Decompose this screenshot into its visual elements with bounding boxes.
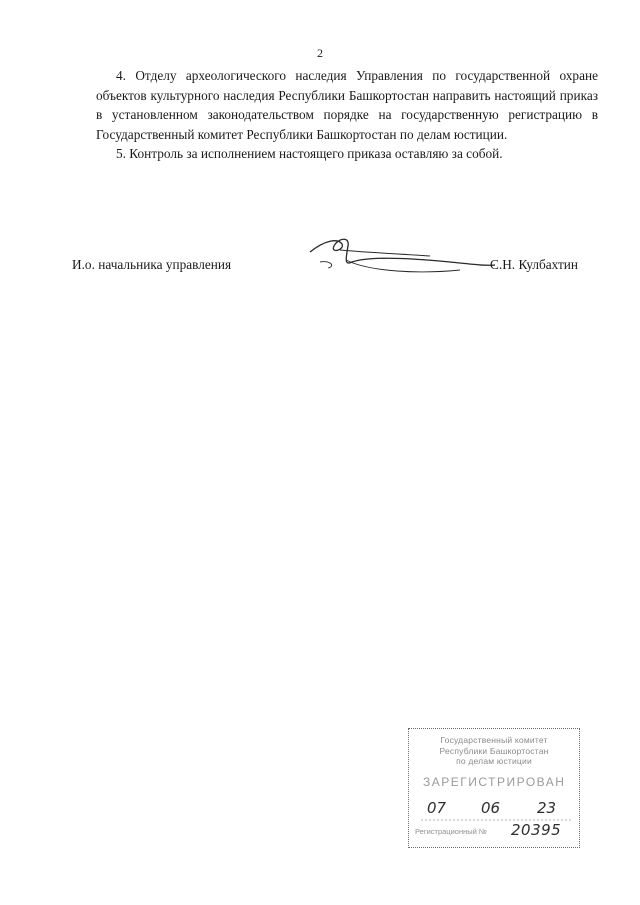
stamp-date-year: 23 — [537, 799, 557, 817]
handwritten-signature — [300, 232, 500, 284]
registration-stamp — [408, 728, 580, 848]
paragraph-5: 5. Контроль за исполнением настоящего приказа оставляю за собой. — [116, 146, 503, 162]
stamp-date-month: 06 — [481, 799, 501, 817]
stamp-date-day: 07 — [427, 799, 447, 817]
paragraph-4: 4. Отделу археологического наследия Управления по государственной охране объектов культурного наследия Республики Башкортостан направить настоящий приказ в установленном законодательством порядке на государственную регистрацию в Государственный комитет Республики Башкортостан по делам юстиции. — [96, 68, 598, 142]
stamp-reg-number: 20395 — [511, 821, 562, 839]
page-number: 2 — [317, 46, 323, 60]
stamp-org-line: Республики Башкортостан — [439, 745, 549, 756]
stamp-organization — [409, 735, 579, 767]
signatory-role: И.о. начальника управления — [72, 257, 232, 272]
signatory-name: С.Н. Кулбахтин — [490, 257, 579, 272]
stamp-reg-label: Регистрационный № — [415, 827, 487, 836]
stamp-org-line: Государственный комитет — [440, 735, 548, 745]
stamp-org-line: по делам юстиции — [456, 756, 532, 766]
stamp-status: ЗАРЕГИСТРИРОВАН — [423, 775, 566, 789]
stamp-date — [409, 793, 579, 821]
document-body — [96, 66, 598, 164]
